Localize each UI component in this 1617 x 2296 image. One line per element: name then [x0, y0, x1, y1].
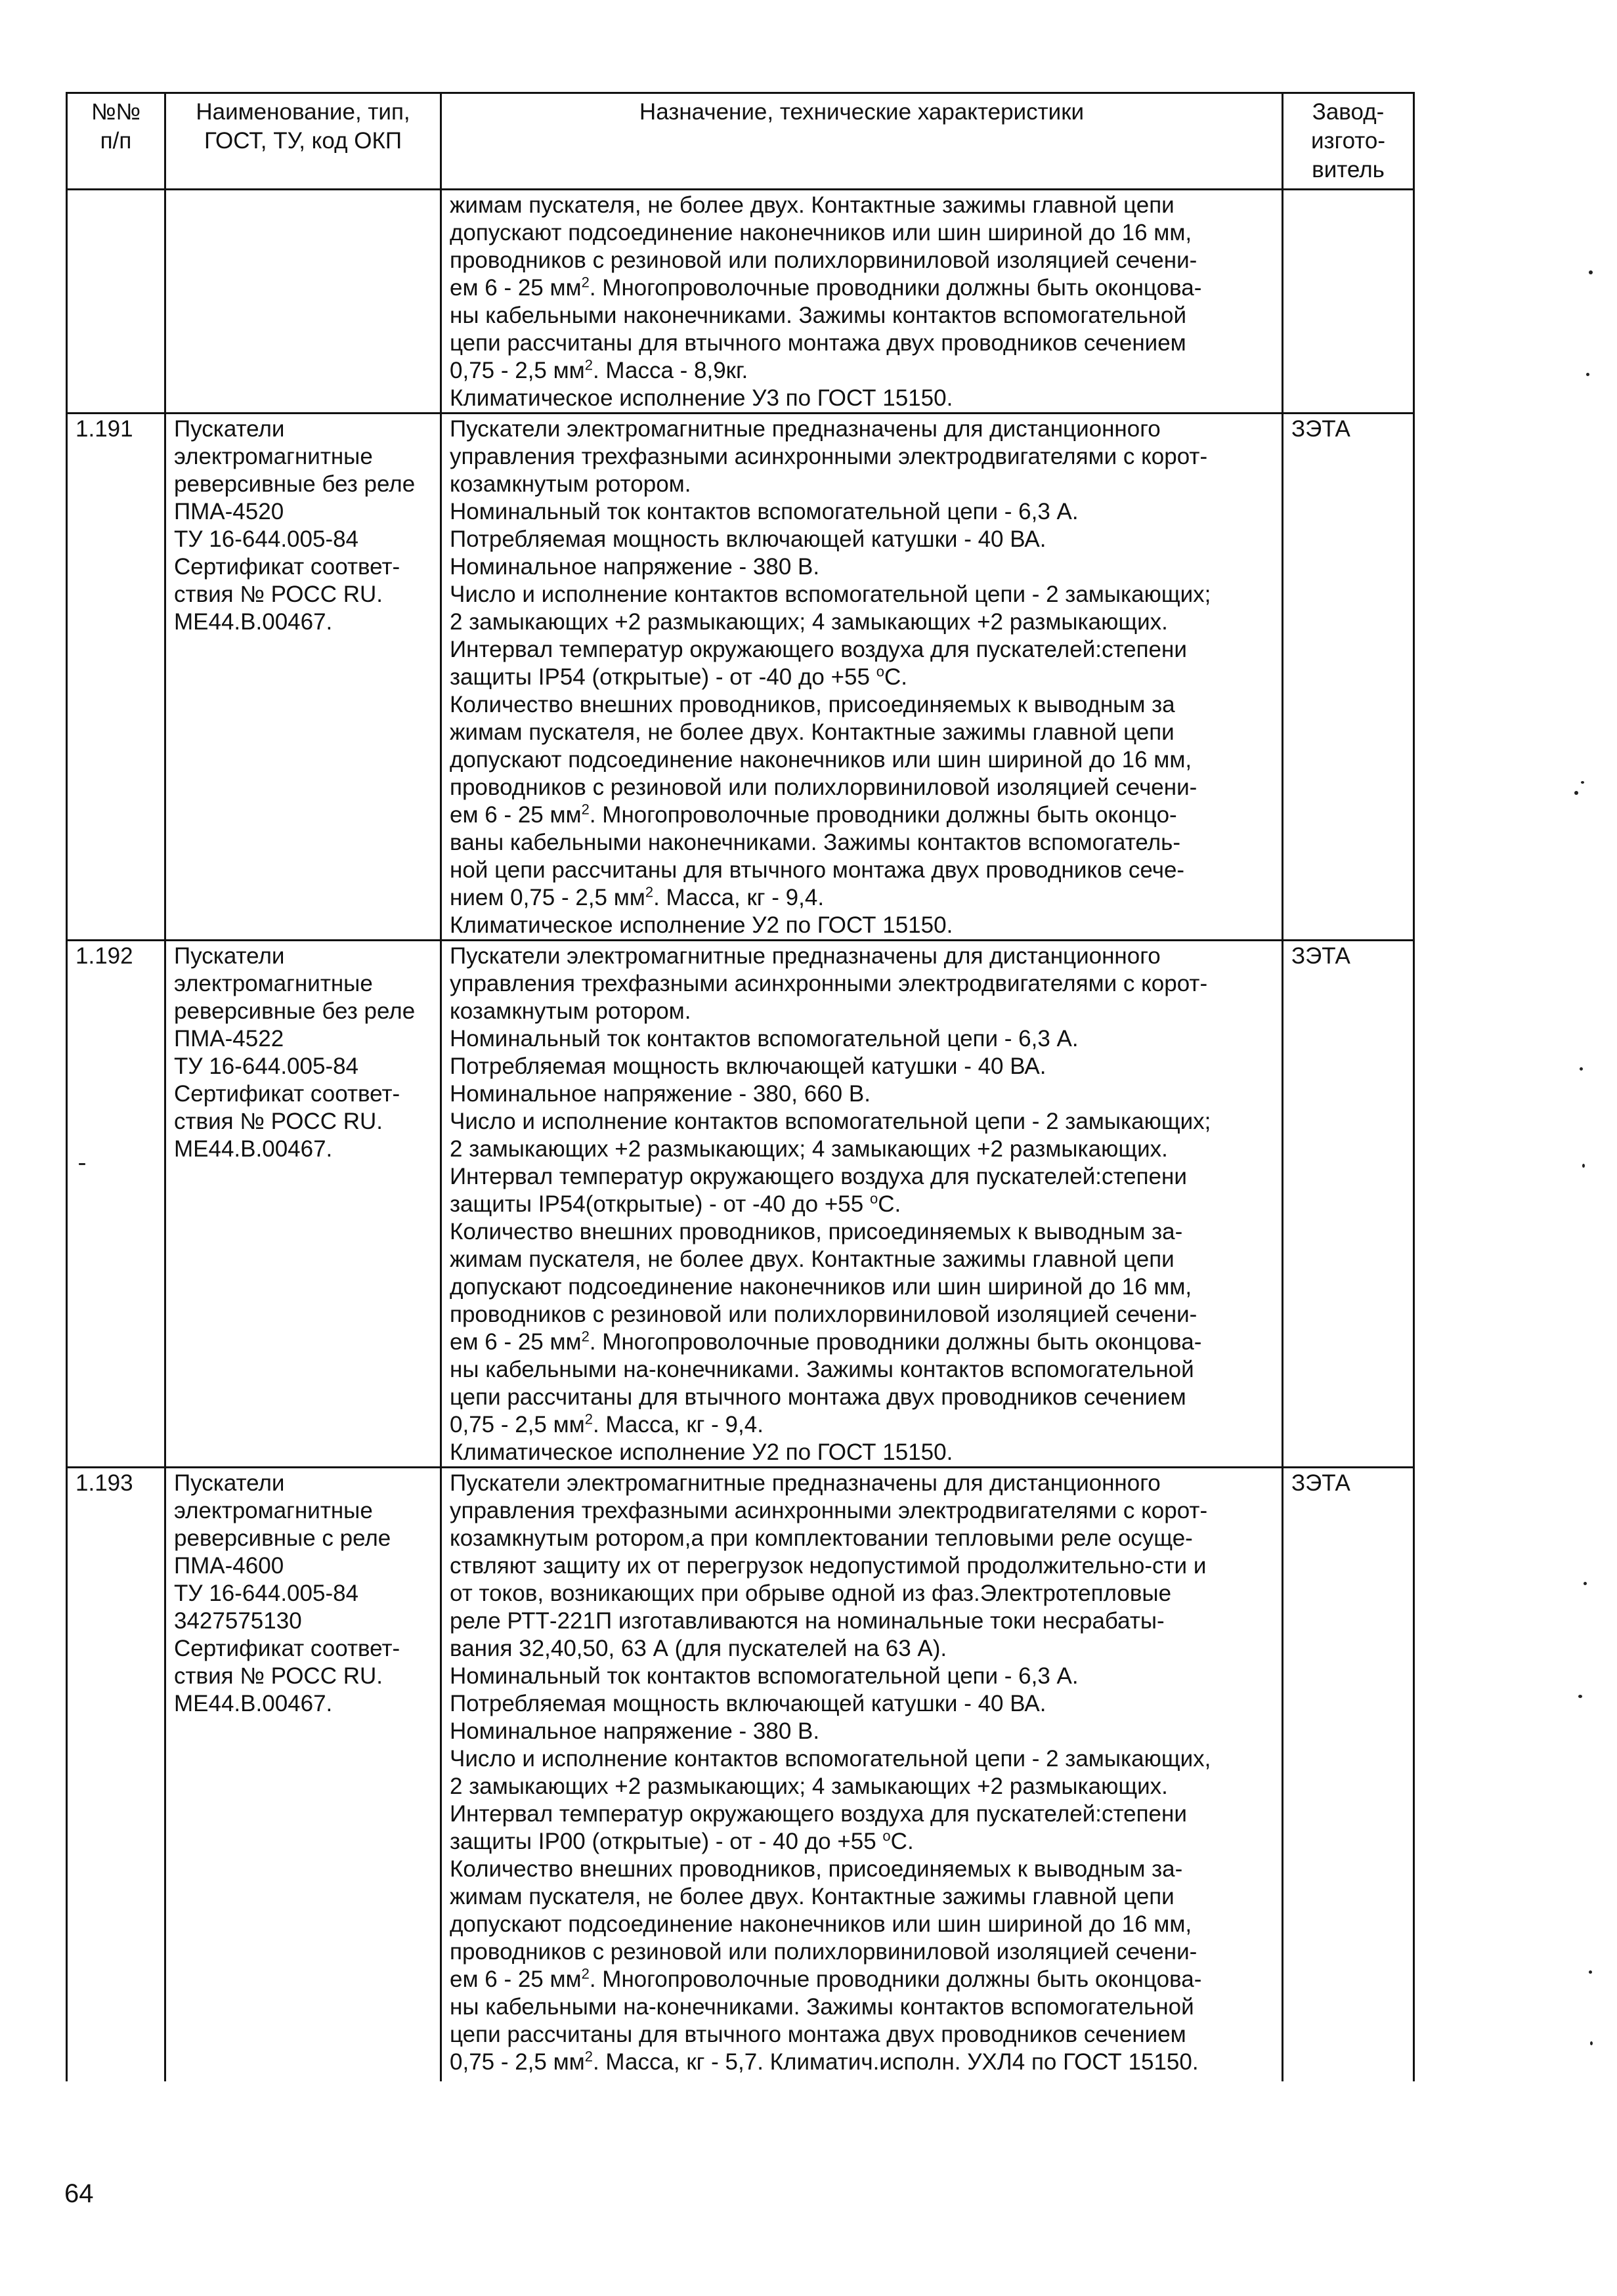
row-number: 1.192: [67, 941, 165, 1468]
text-line: 0,75 - 2,5 $мм^2$. Масса, кг - 5,7. Климатич.исполн. УХЛ4 по ГОСТ 15150.: [450, 2048, 1199, 2075]
text-line: допускают подсоединение наконечников или шин шириной до 16 мм,: [450, 1911, 1192, 1937]
text-line: допускают подсоединение наконечников или шин шириной до 16 мм,: [450, 220, 1192, 245]
text-line: защиты IP54(открытые) - от -40 до +55 $^o$С.: [450, 1190, 901, 1217]
continuation-row: [67, 190, 1414, 414]
text-line: ствия № РОСС RU.: [174, 582, 383, 607]
continuation-num: [67, 190, 165, 414]
page-number: 64: [64, 2179, 94, 2208]
text-line: вания 32,40,50, 63 А (для пускателей на 63 А).: [450, 1636, 947, 1661]
text-line: ПМА-4520: [174, 499, 284, 524]
continuation-description: [441, 190, 1283, 414]
text-line: реверсивные без реле: [174, 998, 416, 1024]
text-line: Потребляемая мощность включающей катушки - 40 ВА.: [450, 1053, 1046, 1079]
text-line: ны кабельными на-конечниками. Зажимы контактов вспомогательной: [450, 1994, 1194, 2020]
text-line: Номинальное напряжение - 380 В.: [450, 1718, 820, 1744]
text-line: ваны кабельными наконечниками. Зажимы контактов вспомогатель-: [450, 830, 1181, 855]
text-line: управления трехфазными асинхронными электродвигателями с корот-: [450, 971, 1208, 996]
text-line: жимам пускателя, не более двух. Контактные зажимы главной цепи: [450, 1884, 1175, 1909]
text-line: ны кабельными на-конечниками. Зажимы контактов вспомогательной: [450, 1357, 1194, 1382]
text-line: Пускатели: [174, 1470, 285, 1496]
text-line: Интервал температур окружающего воздуха для пускателей:степени: [450, 1801, 1187, 1827]
spec-table: [66, 92, 1415, 2081]
text-line: Пускатели электромагнитные предназначены для дистанционного: [450, 416, 1161, 442]
header-manufacturer: [1283, 93, 1414, 190]
text-line: цепи рассчитаны для втычного монтажа двух проводников сечением: [450, 1384, 1186, 1410]
text-line: проводников с резиновой или полихлорвиниловой изоляцией сечени-: [450, 1302, 1197, 1327]
text-line: управления трехфазными асинхронными электродвигателями с корот-: [450, 444, 1208, 469]
scan-speck: [1582, 1164, 1585, 1168]
text-line: МЕ44.В.00467.: [174, 1691, 333, 1716]
text-line: Количество внешних проводников, присоединяемых к выводным за-: [450, 1219, 1183, 1244]
text-line: Пускатели электромагнитные предназначены для дистанционного: [450, 943, 1161, 969]
scan-speck: [1589, 270, 1593, 274]
text-line: 2 замыкающих +2 размыкающих; 4 замыкающих +2 размыкающих.: [450, 609, 1168, 635]
header-description: [441, 93, 1283, 190]
text-line: ной цепи рассчитаны для втычного монтажа двух проводников сече-: [450, 857, 1185, 883]
text-line: Интервал температур окружающего воздуха для пускателей:степени: [450, 1164, 1187, 1189]
text-line: ем 6 - 25 $мм^2$. Многопроволочные проводники должны быть оконцова-: [450, 1328, 1202, 1355]
text-line: МЕ44.В.00467.: [174, 609, 333, 635]
text-line: 0,75 - 2,5 $мм^2$. Масса - 8,9кг.: [450, 356, 748, 383]
text-line: Номинальный ток контактов вспомогательной цепи - 6,3 А.: [450, 1663, 1079, 1689]
text-line: Пускатели электромагнитные предназначены для дистанционного: [450, 1470, 1161, 1496]
text-line: ствляют защиту их от перегрузок недопустимой продолжительно-сти и: [450, 1553, 1207, 1579]
text-line: козамкнутым ротором,а при комплектовании тепловыми реле осуще-: [450, 1525, 1193, 1551]
product-name: [165, 941, 441, 1468]
product-description: [441, 941, 1283, 1468]
text-line: Сертификат соответ-: [174, 1636, 400, 1661]
text-line: цепи рассчитаны для втычного монтажа двух проводников сечением: [450, 330, 1186, 356]
text-line: Потребляемая мощность включающей катушки - 40 ВА.: [450, 1691, 1046, 1716]
text-line: ТУ 16-644.005-84: [174, 1581, 359, 1606]
text-line: 2 замыкающих +2 размыкающих; 4 замыкающих +2 размыкающих.: [450, 1136, 1168, 1162]
text-line: Количество внешних проводников, присоединяемых к выводным за-: [450, 1856, 1183, 1882]
text-line: электромагнитные: [174, 444, 373, 469]
text-line: 0,75 - 2,5 $мм^2$. Масса, кг - 9,4.: [450, 1411, 764, 1437]
text-line: Интервал температур окружающего воздуха для пускателей:степени: [450, 637, 1187, 662]
text-line: жимам пускателя, не более двух. Контактные зажимы главной цепи: [450, 719, 1175, 745]
scan-speck: [1584, 1582, 1587, 1585]
text-line: жимам пускателя, не более двух. Контактные зажимы главной цепи: [450, 1246, 1175, 1272]
text-line: ствия № РОСС RU.: [174, 1663, 383, 1689]
text-line: проводников с резиновой или полихлорвиниловой изоляцией сечени-: [450, 247, 1197, 273]
continuation-name: [165, 190, 441, 414]
table-row: [67, 1468, 1414, 2082]
text-line: реверсивные с реле: [174, 1525, 391, 1551]
text-line: козамкнутым ротором.: [450, 471, 691, 497]
text-line: Завод-: [1312, 99, 1385, 125]
text-line: от токов, возникающих при обрыве одной из фаз.Электротепловые: [450, 1581, 1172, 1606]
text-line: проводников с резиновой или полихлорвиниловой изоляцией сечени-: [450, 775, 1197, 800]
text-line: Число и исполнение контактов вспомогательной цепи - 2 замыкающих;: [450, 1109, 1211, 1134]
text-line: Назначение, технические характеристики: [639, 99, 1085, 125]
scan-speck: [79, 1163, 85, 1165]
text-line: ем 6 - 25 $мм^2$. Многопроволочные проводники должны быть оконцова-: [450, 274, 1202, 301]
text-line: Сертификат соответ-: [174, 554, 400, 580]
text-line: защиты IP54 (открытые) - от -40 до +55 $^o$С.: [450, 663, 907, 690]
text-line: МЕ44.В.00467.: [174, 1136, 333, 1162]
product-description: [441, 414, 1283, 941]
text-line: ны кабельными наконечниками. Зажимы контактов вспомогательной: [450, 303, 1187, 328]
scan-speck: [1574, 791, 1578, 795]
text-line: ГОСТ, ТУ, код ОКП: [204, 128, 402, 154]
scan-speck: [1586, 373, 1589, 376]
text-line: ТУ 16-644.005-84: [174, 526, 359, 552]
text-line: №№: [91, 99, 141, 125]
text-line: 2 замыкающих +2 размыкающих; 4 замыкающих +2 размыкающих.: [450, 1774, 1168, 1799]
text-line: Наименование, тип,: [196, 99, 410, 125]
text-line: Количество внешних проводников, присоединяемых к выводным за: [450, 692, 1175, 717]
text-line: ТУ 16-644.005-84: [174, 1053, 359, 1079]
table-row: [67, 941, 1414, 1468]
text-line: Пускатели: [174, 943, 285, 969]
manufacturer: ЗЭТА: [1283, 1468, 1414, 2082]
table-row: [67, 414, 1414, 941]
product-name: [165, 1468, 441, 2082]
scan-speck: [1589, 1970, 1592, 1974]
text-line: допускают подсоединение наконечников или шин шириной до 16 мм,: [450, 1274, 1192, 1300]
product-description: [441, 1468, 1283, 2082]
text-line: проводников с резиновой или полихлорвиниловой изоляцией сечени-: [450, 1939, 1197, 1965]
text-line: Климатическое исполнение У2 по ГОСТ 15150.: [450, 912, 953, 938]
scan-speck: [1590, 2041, 1593, 2045]
text-line: ПМА-4522: [174, 1026, 284, 1052]
text-line: Число и исполнение контактов вспомогательной цепи - 2 замыкающих;: [450, 582, 1211, 607]
text-line: Потребляемая мощность включающей катушки - 40 ВА.: [450, 526, 1046, 552]
text-line: цепи рассчитаны для втычного монтажа двух проводников сечением: [450, 2022, 1186, 2047]
text-line: реверсивные без реле: [174, 471, 416, 497]
text-line: Пускатели: [174, 416, 285, 442]
text-line: Климатическое исполнение У2 по ГОСТ 15150.: [450, 1439, 953, 1465]
product-name: [165, 414, 441, 941]
text-line: Климатическое исполнение У3 по ГОСТ 15150.: [450, 385, 953, 411]
text-line: Сертификат соответ-: [174, 1081, 400, 1107]
text-line: нием 0,75 - 2,5 $мм^2$. Масса, кг - 9,4.: [450, 883, 825, 910]
scan-speck: [1580, 1067, 1583, 1071]
text-line: управления трехфазными асинхронными электродвигателями с корот-: [450, 1498, 1208, 1523]
continuation-manufacturer: [1283, 190, 1414, 414]
text-line: защиты IP00 (открытые) - от - 40 до +55 $^o$С.: [450, 1827, 914, 1854]
manufacturer: ЗЭТА: [1283, 414, 1414, 941]
text-line: допускают подсоединение наконечников или шин шириной до 16 мм,: [450, 747, 1192, 773]
text-line: козамкнутым ротором.: [450, 998, 691, 1024]
table-header-row: [67, 93, 1414, 190]
text-line: Номинальное напряжение - 380 В.: [450, 554, 820, 580]
text-line: витель: [1312, 157, 1385, 182]
text-line: изгото-: [1310, 128, 1386, 154]
text-line: жимам пускателя, не более двух. Контактные зажимы главной цепи: [450, 192, 1175, 218]
text-line: ствия № РОСС RU.: [174, 1109, 383, 1134]
text-line: п/п: [100, 128, 132, 154]
header-name: [165, 93, 441, 190]
text-line: ем 6 - 25 $мм^2$. Многопроволочные проводники должны быть оконцова-: [450, 1965, 1202, 1992]
text-line: Число и исполнение контактов вспомогательной цепи - 2 замыкающих,: [450, 1746, 1211, 1772]
text-line: реле РТТ-221П изготавливаются на номинальные токи несрабаты-: [450, 1608, 1165, 1634]
text-line: Номинальный ток контактов вспомогательной цепи - 6,3 А.: [450, 1026, 1079, 1052]
header-num: [67, 93, 165, 190]
text-line: электромагнитные: [174, 971, 373, 996]
scan-speck: [1578, 1695, 1582, 1698]
text-line: 3427575130: [174, 1608, 302, 1634]
manufacturer: ЗЭТА: [1283, 941, 1414, 1468]
row-number: 1.191: [67, 414, 165, 941]
row-number: 1.193: [67, 1468, 165, 2082]
text-line: ем 6 - 25 $мм^2$. Многопроволочные проводники должны быть оконцо-: [450, 801, 1177, 828]
scan-speck: [1581, 781, 1584, 784]
text-line: Номинальное напряжение - 380, 660 В.: [450, 1081, 871, 1107]
text-line: Номинальный ток контактов вспомогательной цепи - 6,3 А.: [450, 499, 1079, 524]
text-line: электромагнитные: [174, 1498, 373, 1523]
text-line: ПМА-4600: [174, 1553, 284, 1579]
